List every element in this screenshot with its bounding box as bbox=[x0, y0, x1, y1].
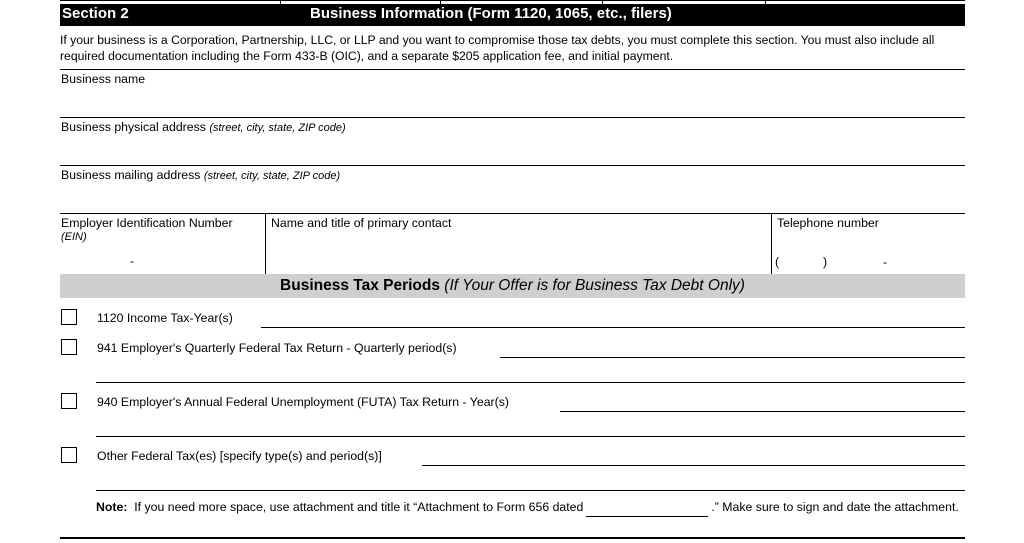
phone-label: Telephone number bbox=[777, 216, 879, 230]
input-line-other-continued[interactable] bbox=[96, 490, 965, 491]
ein-abbr: (EIN) bbox=[61, 231, 87, 243]
divider bbox=[60, 69, 965, 70]
top-border bbox=[60, 0, 965, 1]
input-line-other[interactable] bbox=[422, 465, 965, 466]
label-940: 940 Employer's Annual Federal Unemployment (FUTA) Tax Return - Year(s) bbox=[97, 395, 509, 409]
physical-address-label: Business physical address (street, city, state, ZIP code) bbox=[61, 120, 346, 134]
section-title: Business Information (Form 1120, 1065, etc., filers) bbox=[310, 5, 672, 22]
section-header bbox=[60, 4, 965, 26]
checkbox-1120[interactable] bbox=[61, 309, 77, 325]
section-intro: If your business is a Corporation, Partnership, LLC, or LLP and you want to compromise those tax debts, you must complete this section. You must also include all required documentation including the Form 433-B (OIC), and a separate $205 application fee, and initial payment. bbox=[60, 33, 935, 63]
note bbox=[96, 499, 966, 517]
phone-field[interactable] bbox=[773, 248, 965, 272]
input-line-940[interactable] bbox=[560, 411, 965, 412]
business-name-label: Business name bbox=[61, 72, 146, 86]
contact-field[interactable] bbox=[267, 236, 769, 272]
checkbox-940[interactable] bbox=[61, 393, 77, 409]
input-line-1120[interactable] bbox=[261, 327, 965, 328]
phone-close-paren: ) bbox=[823, 255, 828, 269]
input-line-941-continued[interactable] bbox=[96, 382, 965, 383]
mailing-address-field[interactable] bbox=[60, 184, 965, 212]
phone-dash: - bbox=[883, 255, 888, 269]
ein-dash: - bbox=[130, 254, 135, 268]
mailing-address-label: Business mailing address (street, city, state, ZIP code) bbox=[61, 168, 341, 182]
checkbox-941[interactable] bbox=[61, 339, 77, 355]
attachment-date-field[interactable] bbox=[586, 502, 708, 517]
label-941: 941 Employer's Quarterly Federal Tax Return - Quarterly period(s) bbox=[97, 341, 457, 355]
contact-label: Name and title of primary contact bbox=[271, 216, 452, 230]
divider bbox=[60, 117, 965, 118]
checkbox-other[interactable] bbox=[61, 447, 77, 463]
tax-periods-header bbox=[60, 274, 965, 298]
business-name-field[interactable] bbox=[60, 88, 965, 116]
bottom-border bbox=[60, 537, 965, 539]
input-line-940-continued[interactable] bbox=[96, 436, 965, 437]
ein-label: Employer Identification Number bbox=[61, 216, 233, 230]
note-text-before: If you need more space, use attachment and title it “Attachment to Form 656 dated bbox=[134, 500, 584, 514]
column-divider bbox=[771, 213, 772, 274]
column-divider bbox=[265, 213, 266, 274]
tax-periods-title: Business Tax Periods (If Your Offer is for Business Tax Debt Only) bbox=[280, 277, 745, 294]
physical-address-field[interactable] bbox=[60, 136, 965, 164]
ein-field[interactable] bbox=[60, 248, 264, 272]
input-line-941[interactable] bbox=[500, 357, 965, 358]
note-label: Note: bbox=[96, 500, 128, 514]
label-other: Other Federal Tax(es) [specify type(s) and period(s)] bbox=[97, 449, 382, 463]
phone-open-paren: ( bbox=[775, 255, 780, 269]
note-text-after: .” Make sure to sign and date the attachment. bbox=[711, 500, 959, 514]
label-1120: 1120 Income Tax-Year(s) bbox=[97, 311, 233, 325]
section-number: Section 2 bbox=[62, 5, 129, 22]
divider bbox=[60, 165, 965, 166]
divider bbox=[60, 213, 965, 214]
